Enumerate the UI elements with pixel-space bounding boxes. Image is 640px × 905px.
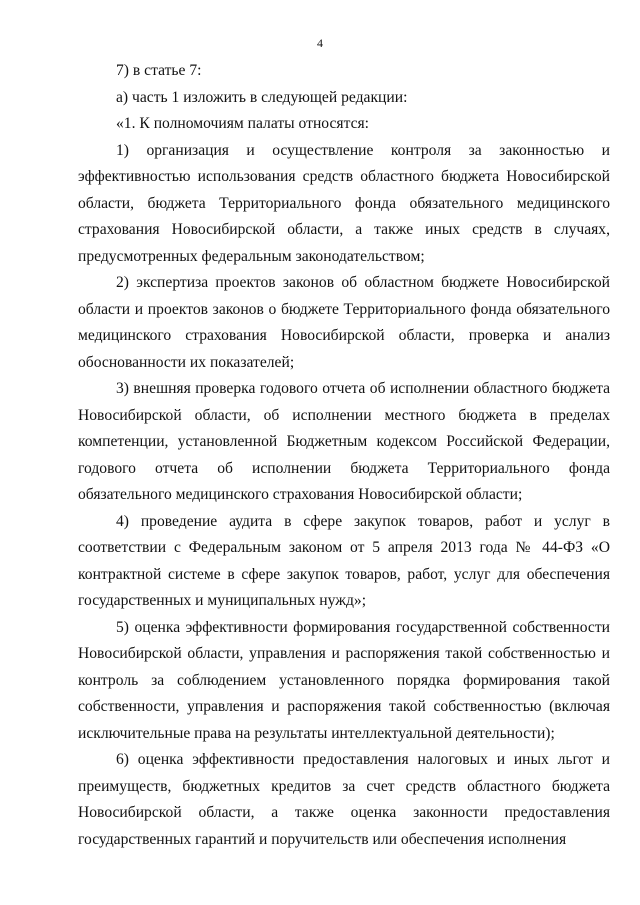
paragraph-powers-heading: «1. К полномочиям палаты относятся: xyxy=(116,115,369,132)
paragraph-part-1-amendment: а) часть 1 изложить в следующей редакции: xyxy=(116,88,408,106)
document-body xyxy=(78,58,610,853)
page-number: 4 xyxy=(317,36,323,50)
paragraph-item-1: 1) организация и осуществление контроля за законностью и эффективностью использования средств областного бюджета Новосибирской области, бюджета Территориального фонда обязательного медицинского страхования Новосибирской области, а также иных средств в случаях, предусмотренных федеральным законодательством; xyxy=(78,141,610,265)
paragraph-item-2: 2) экспертиза проектов законов об областном бюджете Новосибирской области и проектов законов о бюджете Территориального фонда обязательного медицинского страхования Новосибирской области, проверка и анализ обоснованности их показателей; xyxy=(78,274,610,371)
paragraph-article-7: 7) в статье 7: xyxy=(116,62,202,79)
paragraph-item-5: 5) оценка эффективности формирования государственной собственности Новосибирской области, управления и распоряжения такой собственностью и контроль за соблюдением установленного порядка формирования такой собственности, управления и распоряжения такой собственностью (включая исключительные права на результаты интеллектуальной деятельности); xyxy=(78,618,610,742)
paragraph-item-3: 3) внешняя проверка годового отчета об исполнении областного бюджета Новосибирской области, об исполнении местного бюджета в пределах компетенции, установленной Бюджетным кодексом Российской Федерации, годового отчета об исполнении бюджета Территориального фонда обязательного медицинского страхования Новосибирской области; xyxy=(78,380,610,503)
paragraph-item-4: 4) проведение аудита в сфере закупок товаров, работ и услуг в соответствии с Федеральным законом от 5 апреля 2013 года № 44-ФЗ «О контрактной системе в сфере закупок товаров, работ, услуг для обеспечения государственных и муниципальных нужд»; xyxy=(78,512,610,609)
paragraph-item-6: 6) оценка эффективности предоставления налоговых и иных льгот и преимуществ, бюджетных кредитов за счет средств областного бюджета Новосибирской области, а также оценка законности предоставления государственных гарантий и поручительств или обеспечения исполнения xyxy=(78,751,610,848)
